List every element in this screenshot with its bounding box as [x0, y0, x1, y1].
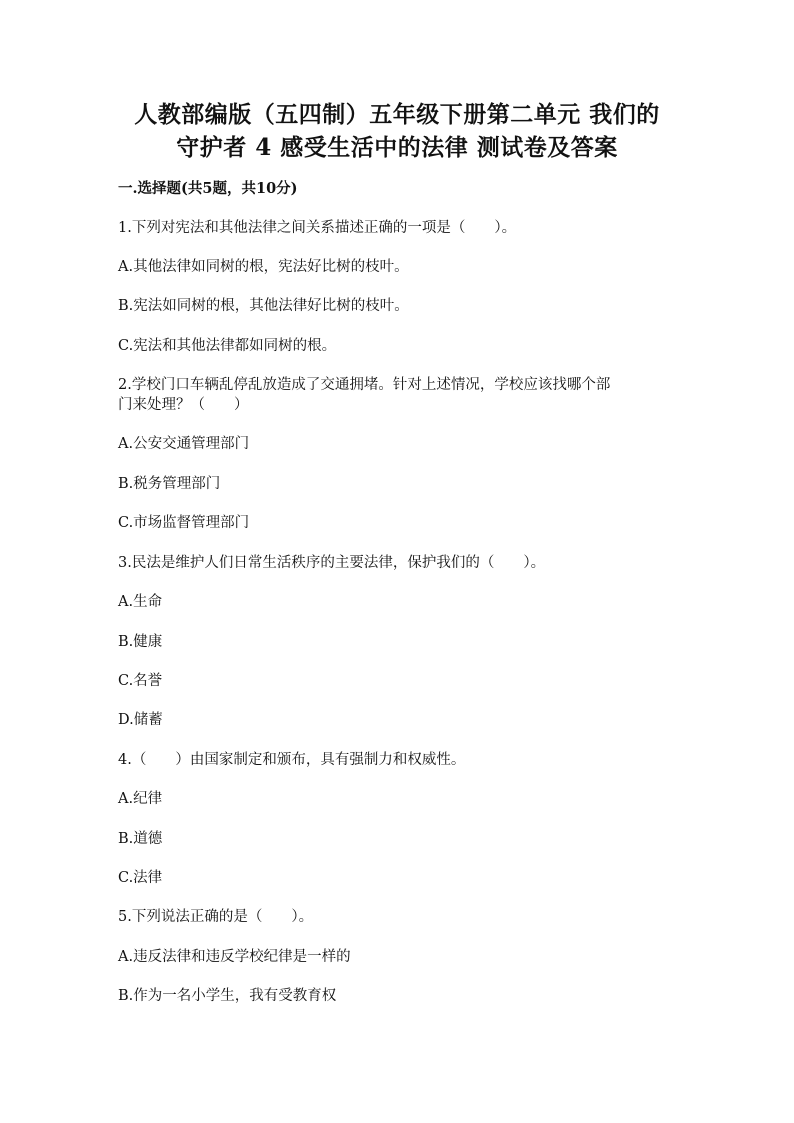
question-2-option-c: C.市场监督管理部门	[118, 515, 250, 531]
question-5-option-b: B.作为一名小学生，我有受教育权	[118, 988, 337, 1004]
question-4-option-b: B.道德	[118, 831, 163, 847]
question-2-stem-line-2: 门来处理？（ ）	[118, 397, 249, 413]
question-5-option-a: A.违反法律和违反学校纪律是一样的	[118, 949, 351, 965]
question-4-option-c: C.法律	[118, 870, 163, 886]
document-title-line-2: 守护者 4 感受生活中的法律 测试卷及答案	[176, 134, 618, 161]
question-3-option-b: B.健康	[118, 634, 163, 650]
question-5-stem: 5.下列说法正确的是（ ）。	[118, 909, 314, 925]
question-3-option-c: C.名誉	[118, 673, 163, 689]
question-4-option-a: A.纪律	[118, 791, 163, 807]
section-heading: 一.选择题(共5题，共10分)	[118, 180, 298, 197]
question-3-option-a: A.生命	[118, 594, 163, 610]
question-1-option-a: A.其他法律如同树的根，宪法好比树的枝叶。	[118, 259, 409, 275]
question-3-stem: 3.民法是维护人们日常生活秩序的主要法律，保护我们的（ ）。	[118, 555, 546, 571]
question-1-option-c: C.宪法和其他法律都如同树的根。	[118, 338, 337, 354]
question-2-option-a: A.公安交通管理部门	[118, 436, 250, 452]
question-1-option-b: B.宪法如同树的根，其他法律好比树的枝叶。	[118, 298, 409, 314]
document-title-line-1: 人教部编版（五四制）五年级下册第二单元 我们的	[134, 101, 660, 128]
question-4-stem: 4.（ ）由国家制定和颁布，具有强制力和权威性。	[118, 752, 466, 768]
question-3-option-d: D.储蓄	[118, 712, 163, 728]
question-2-stem-line-1: 2.学校门口车辆乱停乱放造成了交通拥堵。针对上述情况，学校应该找哪个部	[118, 377, 611, 393]
question-2-option-b: B.税务管理部门	[118, 476, 221, 492]
question-1-stem: 1.下列对宪法和其他法律之间关系描述正确的一项是（ ）。	[118, 220, 517, 236]
